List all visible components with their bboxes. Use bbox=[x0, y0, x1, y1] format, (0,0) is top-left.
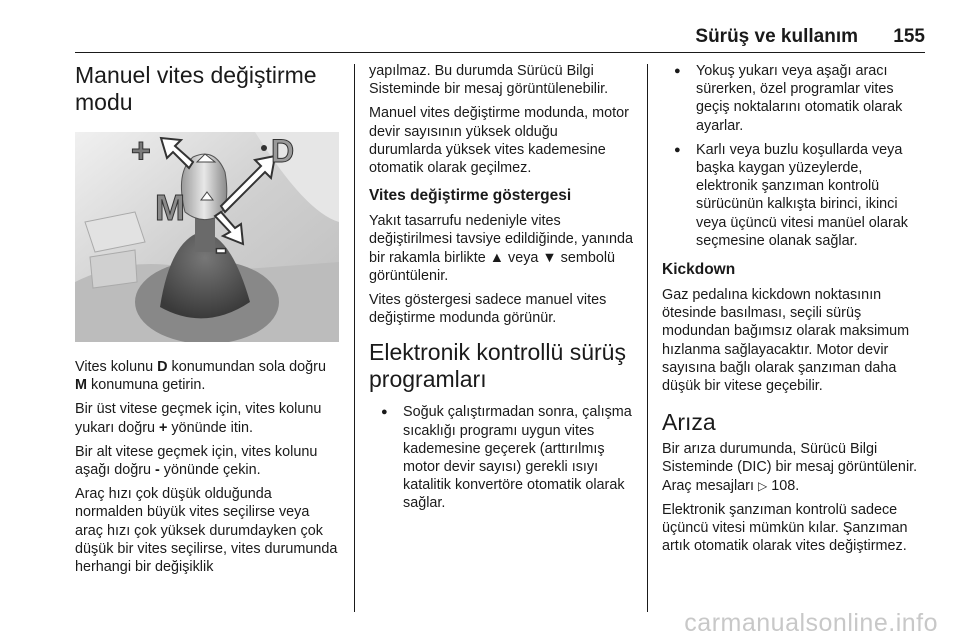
header-title: Sürüş ve kullanım bbox=[695, 26, 859, 47]
downshift-label: - bbox=[215, 227, 227, 268]
column-2 bbox=[369, 62, 634, 519]
paragraph-third-gear-only: Elektronik şanzıman kontrolü sadece üçüncü vitesi mümkün kılar. Şanzıman artık otomatik olarak vites değiştirmez. bbox=[662, 501, 908, 555]
gear-lever-illustration bbox=[75, 132, 339, 342]
list-item-cold-start: ● Soğuk çalıştırmadan sonra, çalışma sıcaklığı programı uygun vites kademesine geçerek (arttırılmış motor devir sayısı) gerekli ısıyı katalitik konvertöre otomatik olarak sağlar. bbox=[369, 403, 634, 512]
paragraph-downshift: Bir alt vitese geçmek için, vites kolunu aşağı doğru - yönünde çekin. bbox=[75, 443, 318, 479]
paragraph-indicator-visibility: Vites göstergesi sadece manuel vites değiştirme modunda görünür. bbox=[369, 292, 607, 327]
drive-mode-label: D bbox=[271, 133, 295, 169]
paragraph-fault-message: Bir arıza durumunda, Sürücü Bilgi Sisteminde (DIC) bir mesaj görüntülenir. Araç mesajları ▷ 108. bbox=[662, 441, 918, 494]
upshift-label: + bbox=[131, 132, 151, 170]
paragraph-continuation: yapılmaz. Bu durumda Sürücü Bilgi Sisteminde bir mesaj görüntülenebilir. bbox=[369, 63, 609, 98]
column-3 bbox=[662, 62, 927, 561]
paragraph-shift-recommendation: Yakıt tasarrufu nedeniyle vites değiştirilmesi tavsiye edildiğinde, yanında bir rakamla birlikte ▲ veya ▼ sembolü görüntülenir. bbox=[369, 213, 633, 284]
section-heading-manual-mode: Manuel vites değiştirme modu bbox=[75, 62, 317, 115]
manual-mode-label: M bbox=[155, 187, 185, 228]
paragraph-no-auto-upshift: Manuel vites değiştirme modunda, motor devir sayısının yüksek olduğu durumlarda yüksek vites kademesine otomatik olarak geçilmez. bbox=[369, 105, 629, 177]
paragraph-kickdown: Gaz pedalına kickdown noktasının ötesinde basılması, seçili sürüş modundan bağımsız olarak maksimum hızlanma sağlayacaktır. Motor devir sayısına bağlı olarak şanzıman daha düşük bir vitese geçebilir. bbox=[662, 287, 910, 395]
column-1 bbox=[75, 62, 340, 582]
section-heading-fault: Arıza bbox=[662, 409, 716, 436]
column-divider-left bbox=[354, 64, 355, 612]
site-watermark: carmanualsonline.info bbox=[684, 609, 938, 637]
subheading-kickdown: Kickdown bbox=[662, 261, 736, 279]
page-header bbox=[75, 26, 925, 48]
list-item-slippery-surfaces: ● Karlı veya buzlu koşullarda veya başka kaygan yüzeylerde, elektronik şanzıman kontrolü sürücünün kalkışta birinci, ikinci veya üçüncü vitesi manüel olarak seçmesine olanak sağlar. bbox=[662, 141, 927, 250]
list-item-uphill-downhill: ● Yokuş yukarı veya aşağı aracı sürerken, özel programlar vites geçiş noktalarını otomatik olarak ayarlar. bbox=[662, 62, 927, 135]
page-reference-arrow-icon: ▷ bbox=[757, 478, 768, 493]
paragraph-speed-gear: Araç hızı çok düşük olduğunda normalden büyük vites seçilirse veya araç hızı çok yüksek durumdayken çok düşük bir vites seçilirse, vites durumunda herhangi bir değişiklik bbox=[75, 486, 338, 576]
paragraph-upshift: Bir üst vitese geçmek için, vites kolunu yukarı doğru + yönünde itin. bbox=[75, 401, 322, 436]
header-divider bbox=[75, 52, 925, 53]
paragraph-move-to-m: Vites kolunu D konumundan sola doğru M konumuna getirin. bbox=[75, 359, 326, 394]
page-number: 155 bbox=[893, 26, 925, 47]
subheading-shift-indicator: Vites değiştirme göstergesi bbox=[369, 187, 572, 205]
section-heading-drive-programs: Elektronik kontrollü sürüş programları bbox=[369, 339, 626, 393]
gear-lever-figure bbox=[75, 132, 339, 342]
column-divider-right bbox=[647, 64, 648, 612]
